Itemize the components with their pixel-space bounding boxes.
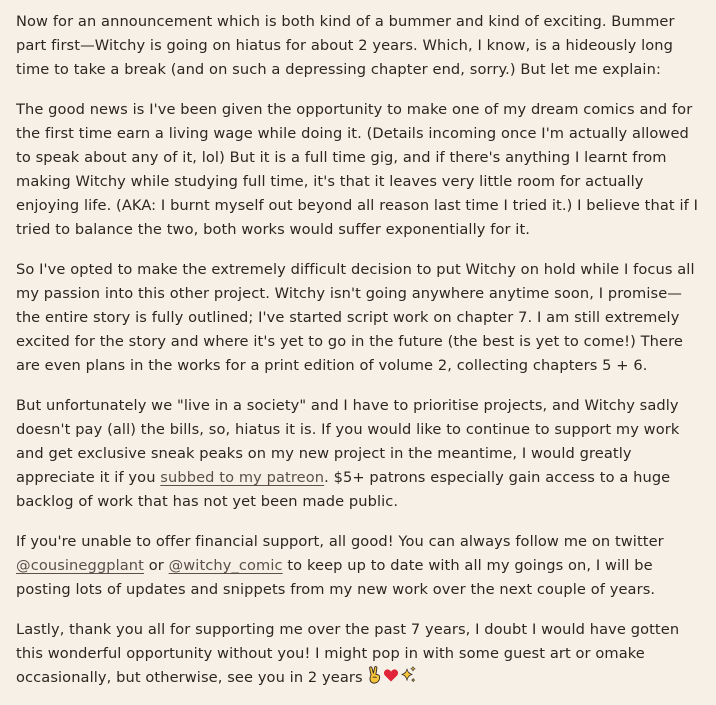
twitter-link-witchy-comic[interactable]: @witchy_comic <box>168 557 283 574</box>
red-heart-icon <box>383 666 399 684</box>
paragraph-text: . $5+ patrons especially gain access to a huge backlog of work that has not yet been made public. <box>16 469 671 510</box>
paragraph-text: So I've opted to make the extremely difficult decision to put Witchy on hold while I focus all my passion into this other project. Witchy isn't going anywhere anytime soon, I promise— the entire story is fully outlined; I've started script work on chapter 7. I am still extremely excited for the story and where it's yet to go in the future (the best is yet to come!) There are even plans in the works for a print edition of volume 2, collecting chapters 5 + 6. <box>16 261 695 374</box>
paragraph-twitter <box>16 530 700 602</box>
paragraph-text: to keep up to date with all my goings on, I will be posting lots of updates and snippets from my new work over the next couple of years. <box>16 557 656 598</box>
paragraph-text: The good news is I've been given the opportunity to make one of my dream comics and for the first time earn a living wage while doing it. (Details incoming once I'm actually allowed to speak about any of it, lol) But it is a full time gig, and if there's anything I learnt from making Witchy while studying full time, it's that it leaves very little room for actually enjoying life. (AKA: I burnt myself out beyond all reason last time I tried it.) I believe that if I tried to balance the two, both works would suffer exponentially for it. <box>16 101 698 238</box>
paragraph-text: If you're unable to offer financial support, all good! You can always follow me on twitter <box>16 533 664 550</box>
paragraph-good-news <box>16 98 700 242</box>
paragraph-text: But unfortunately we "live in a society" and I have to prioritise projects, and Witchy sadly doesn't pay (all) the bills, so, hiatus it is. If you would like to continue to support my work and get exclusive sneak peaks on my new project in the meantime, I would greatly appreciate it if you <box>16 397 680 486</box>
victory-hand-icon <box>367 666 383 684</box>
paragraph-text: or <box>143 557 169 574</box>
paragraph-decision <box>16 258 700 378</box>
paragraph-text: Now for an announcement which is both kind of a bummer and kind of exciting. Bummer part first—Witchy is going on hiatus for about 2 years. Which, I know, is a hideously long time to take a break (and on such a depressing chapter end, sorry.) But let me explain: <box>16 13 675 78</box>
paragraph-hiatus-announcement <box>16 10 700 82</box>
twitter-link-cousineggplant[interactable]: @cousineggplant <box>16 557 144 574</box>
paragraph-text: Lastly, thank you all for supporting me over the past 7 years, I doubt I would have gotten this wonderful opportunity without you! I might pop in with some guest art or omake occasionally, but otherwise, see you in 2 years <box>16 621 680 686</box>
paragraph-support <box>16 394 700 514</box>
patreon-link[interactable]: subbed to my patreon <box>160 469 325 486</box>
sparkles-icon <box>399 666 417 684</box>
paragraph-thanks <box>16 618 700 690</box>
